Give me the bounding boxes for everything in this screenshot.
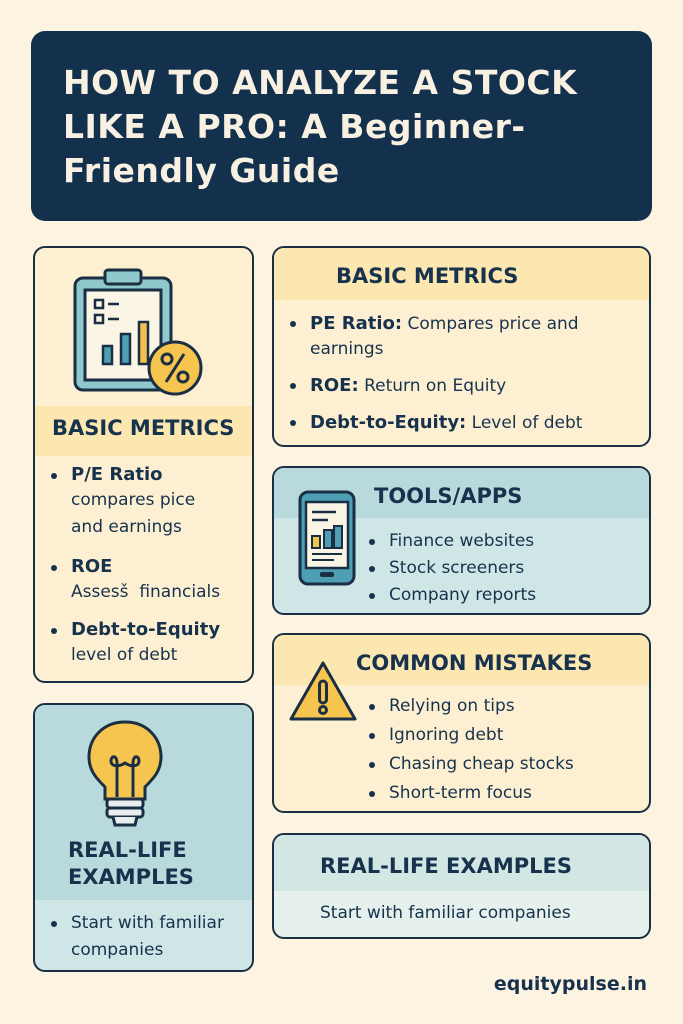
left-examples-title: REAL-LIFE EXAMPLES <box>68 838 194 889</box>
list-item <box>51 618 251 669</box>
warning-icon <box>288 659 358 723</box>
percent-badge-icon <box>147 340 203 396</box>
phone-chart-icon <box>298 490 356 586</box>
page-header <box>31 31 652 221</box>
metric-term: PE Ratio: <box>310 313 403 334</box>
metric-term: ROE <box>71 556 113 577</box>
mistakes-list <box>369 692 639 808</box>
list-item <box>290 311 630 362</box>
list-item: Finance websites <box>369 528 639 555</box>
right-examples-text: Start with familiar companies <box>320 903 571 923</box>
metric-desc: level of debt <box>71 645 178 665</box>
left-examples-list <box>51 910 251 964</box>
list-item: Short-term focus <box>369 779 639 808</box>
right-basic-metrics-card <box>272 246 651 447</box>
list-item <box>290 410 630 436</box>
metric-desc: Return on Equity <box>364 376 507 396</box>
left-metrics-title: BASIC METRICS <box>52 416 235 440</box>
metric-desc: Compares price and earnings <box>310 314 579 359</box>
list-item: Ignoring debt <box>369 721 639 750</box>
metric-desc: Assesš financials <box>71 582 221 602</box>
tools-list <box>369 528 639 609</box>
right-metrics-title: BASIC METRICS <box>336 264 519 288</box>
page-title: HOW TO ANALYZE A STOCK LIKE A PRO: A Beginner-Friendly Guide <box>63 63 578 190</box>
metric-term: P/E Ratio <box>71 464 163 485</box>
left-metrics-list <box>51 463 251 669</box>
metric-term: ROE: <box>310 375 359 396</box>
metric-desc: Level of debt <box>471 413 583 433</box>
left-basic-metrics-card <box>33 246 254 683</box>
metric-desc: compares pice and earnings <box>71 490 196 537</box>
list-item: Start with familiar companies <box>51 910 251 964</box>
mistakes-card <box>272 633 651 813</box>
list-item: Chasing cheap stocks <box>369 750 639 779</box>
tools-title: TOOLS/APPS <box>374 484 523 508</box>
metric-term: Debt-to-Equity <box>71 619 221 640</box>
tools-card <box>272 466 651 615</box>
list-item: Relying on tips <box>369 692 639 721</box>
list-item: Company reports <box>369 582 639 609</box>
footer-site[interactable]: equitypulse.in <box>493 973 647 995</box>
list-item <box>51 555 251 606</box>
list-item <box>290 373 630 399</box>
lightbulb-icon <box>85 719 165 831</box>
left-examples-card <box>33 703 254 972</box>
metric-term: Debt-to-Equity: <box>310 412 467 433</box>
right-examples-card <box>272 833 651 939</box>
mistakes-title: COMMON MISTAKES <box>356 651 593 675</box>
list-item: Stock screeners <box>369 555 639 582</box>
right-examples-title: REAL-LIFE EXAMPLES <box>320 854 572 878</box>
list-item <box>51 463 251 541</box>
right-metrics-list <box>290 311 630 436</box>
